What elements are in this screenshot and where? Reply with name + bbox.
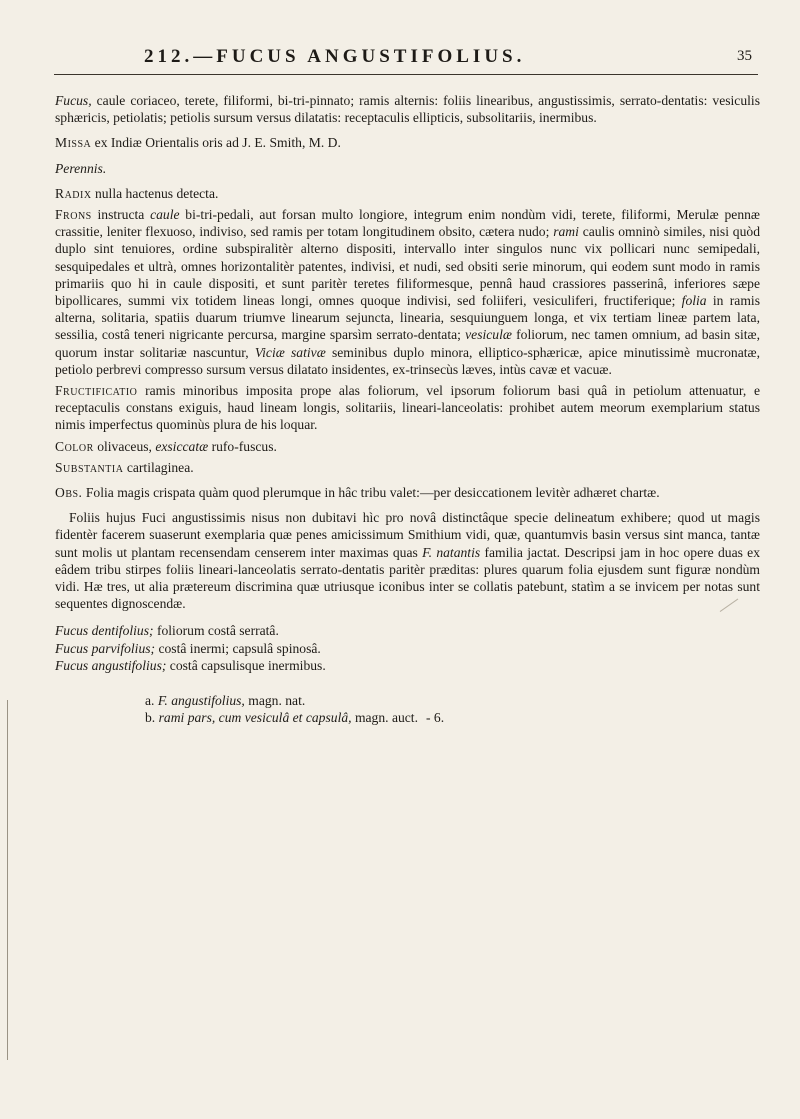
obs-text: Folia magis crispata quàm quod plerumque in hâc tribu valet:—per desiccationem levitèr adhæret chartæ. — [82, 485, 660, 501]
frons-paragraph — [55, 206, 760, 378]
frons-text-3: caulis omninò similes, nisi quòd duplo sint tenuiores, ordine subspiralitèr alterno dispositi, intervallo inter singulos nunc vix pollicari nunc semipedali, sesquipedales et ultrà, omnes horizontalitèr patentes, indivisi, et nudi, sed obsiti serie minorum, qui eodem sunt modo in ramis primariis quo hi in caule dispositi, et sunt paritèr teretes filiformesque, pennâ haud crassiores passerinâ, inferiores sæpe bipollicares, summi vix totidem lineas longi, omnes quoque indivisi, sed foliiferi, vesiculiferi, fructiferique; — [55, 224, 760, 309]
frons-text-5: foliorum, nec tamen omnium, ad basin sitæ, quorum instar solitariæ nascuntur, — [55, 327, 760, 360]
fructificatio-paragraph — [55, 382, 760, 434]
fructificatio-label: Fructificatio — [55, 383, 138, 399]
running-title: 212.—FUCUS ANGUSTIFOLIUS. — [144, 46, 526, 67]
species-name: Fucus angustifolius; — [55, 657, 167, 673]
species-item — [55, 622, 760, 639]
description-text: caule coriaceo, terete, filiformi, bi-tri-pinnato; ramis alternis: foliis linearibus, angustissimis, serrato-dentatis: vesiculis sphæricis, petiolatis; petiolis sursum versus dilatatis: receptaculis ellipticis, subsolitariis, inermibus. — [55, 93, 760, 126]
species-item — [55, 657, 760, 674]
plate-item — [145, 692, 760, 709]
frons-text-1: instructa — [91, 207, 151, 223]
radix-text: nulla hactenus detecta. — [91, 185, 219, 201]
discussion-text-1: Foliis hujus Fuci angustissimis nisus non dubitavi hìc pro novâ distinctâque specie delineatum exhibere; quod ut magis fidentèr facerem suaserunt exemplaria quæ penes amicissimum Smithium vidi, quæ, quantumvis basin versus sint manca, tantæ sunt molis ut plantam recensendam censerem inter maximas quas — [55, 510, 760, 560]
plate-name: rami pars, cum vesiculâ et capsulâ, — [158, 710, 352, 726]
substantia-line — [55, 459, 760, 476]
plate-number: - 6. — [425, 710, 445, 726]
plate-letter: a. — [145, 693, 155, 709]
plate-letter: b. — [145, 710, 156, 726]
page-body — [55, 92, 760, 727]
missa-label: Missa — [55, 135, 92, 151]
color-line — [55, 438, 760, 455]
page-header — [54, 46, 758, 75]
fructificatio-text: ramis minoribus imposita prope alas foliorum, vel ipsorum foliorum basi quâ in petiolum attenuatur, e receptaculis constans exiguis, haud lineam longis, solitariis, lineari-lanceolatis: prohibet autem meorum exemplarium status nimis imperfectus quominùs plura de his loquar. — [55, 383, 760, 433]
obs-paragraph — [55, 484, 760, 501]
perennis-line — [55, 160, 760, 177]
frons-rami: rami — [553, 224, 579, 240]
species-description — [55, 92, 760, 126]
radix-label: Radix — [55, 185, 92, 201]
species-name: Fucus dentifolius; — [55, 623, 154, 639]
plate-item — [145, 709, 760, 726]
plate-note: magn. auct. — [351, 710, 418, 726]
frons-caule: caule — [150, 207, 180, 223]
discussion-natantis: F. natantis — [422, 544, 481, 560]
species-desc: foliorum costâ serratâ. — [153, 623, 279, 639]
perennis-text: Perennis. — [55, 160, 107, 176]
radix-line — [55, 185, 760, 202]
species-desc: costâ inermi; capsulâ spinosâ. — [155, 640, 321, 656]
discussion-paragraph — [55, 509, 760, 612]
frons-viciae: Viciæ sativæ — [254, 344, 326, 360]
plate-legend — [145, 692, 760, 726]
frons-folia: folia — [681, 293, 707, 309]
color-exsiccatae: exsiccatæ — [155, 438, 209, 454]
species-name: Fucus parvifolius; — [55, 640, 156, 656]
frons-text-2: bi-tri-pedali, aut forsan multo longiore, integrum enim nondùm vidi, terete, filiformi, Merulæ pennæ crassitie, leniter flexuoso, indiviso, sed ramis per totam longitudinem obsito, cætera nudo; — [55, 207, 760, 240]
discussion-text-2: familia jactat. Descripsi jam in hoc opere duas ex eâdem tribu stirpes foliis lineari-lanceolatis serrato-dentatis paritèr præditas: plures quarum folia ejusdem sunt figuræ nondùm vidi. Hæ tres, ut alia prætereum discrimina quæ utriusque iconibus inter se collatis patebunt, statìm a se invicem per notas sunt sequentes dignoscendæ. — [55, 544, 761, 612]
color-text-1: olivaceus, — [93, 438, 156, 454]
plate-name: F. angustifolius, — [157, 693, 245, 709]
page-number: 35 — [737, 48, 752, 64]
page-edge-line — [7, 700, 8, 1060]
substantia-label: Substantia — [55, 459, 124, 475]
obs-label: Obs. — [55, 485, 83, 501]
frons-text-6: seminibus duplo minora, elliptico-sphæricæ, apice minutissimè mucronatæ, petiolo perbrevi compresso sursum versus dilatato insidentes, ex-trinsecùs læves, intùs cavæ et vacuæ. — [55, 344, 760, 377]
species-item — [55, 640, 760, 657]
substantia-text: cartilaginea. — [123, 459, 194, 475]
plate-note: magn. nat. — [244, 693, 306, 709]
frons-vesiculae: vesiculæ — [465, 327, 512, 343]
color-label: Color — [55, 438, 94, 454]
missa-text: ex Indiæ Orientalis oris ad J. E. Smith, M. D. — [91, 135, 341, 151]
color-text-2: rufo-fuscus. — [208, 438, 277, 454]
frons-label: Frons — [55, 207, 92, 223]
species-list — [55, 622, 760, 674]
species-desc: costâ capsulisque inermibus. — [166, 657, 326, 673]
missa-line — [55, 134, 760, 151]
frons-text-4: in ramis alterna, solitaria, spatiis duarum triumve linearum sejuncta, linearia, sesquiunguem longa, et vix tertiam lineæ partem lata, sessilia, costâ teneri nigricante percursa, margine sparsìm serrato-dentata; — [55, 293, 760, 343]
genus-name: Fucus, — [55, 93, 92, 108]
